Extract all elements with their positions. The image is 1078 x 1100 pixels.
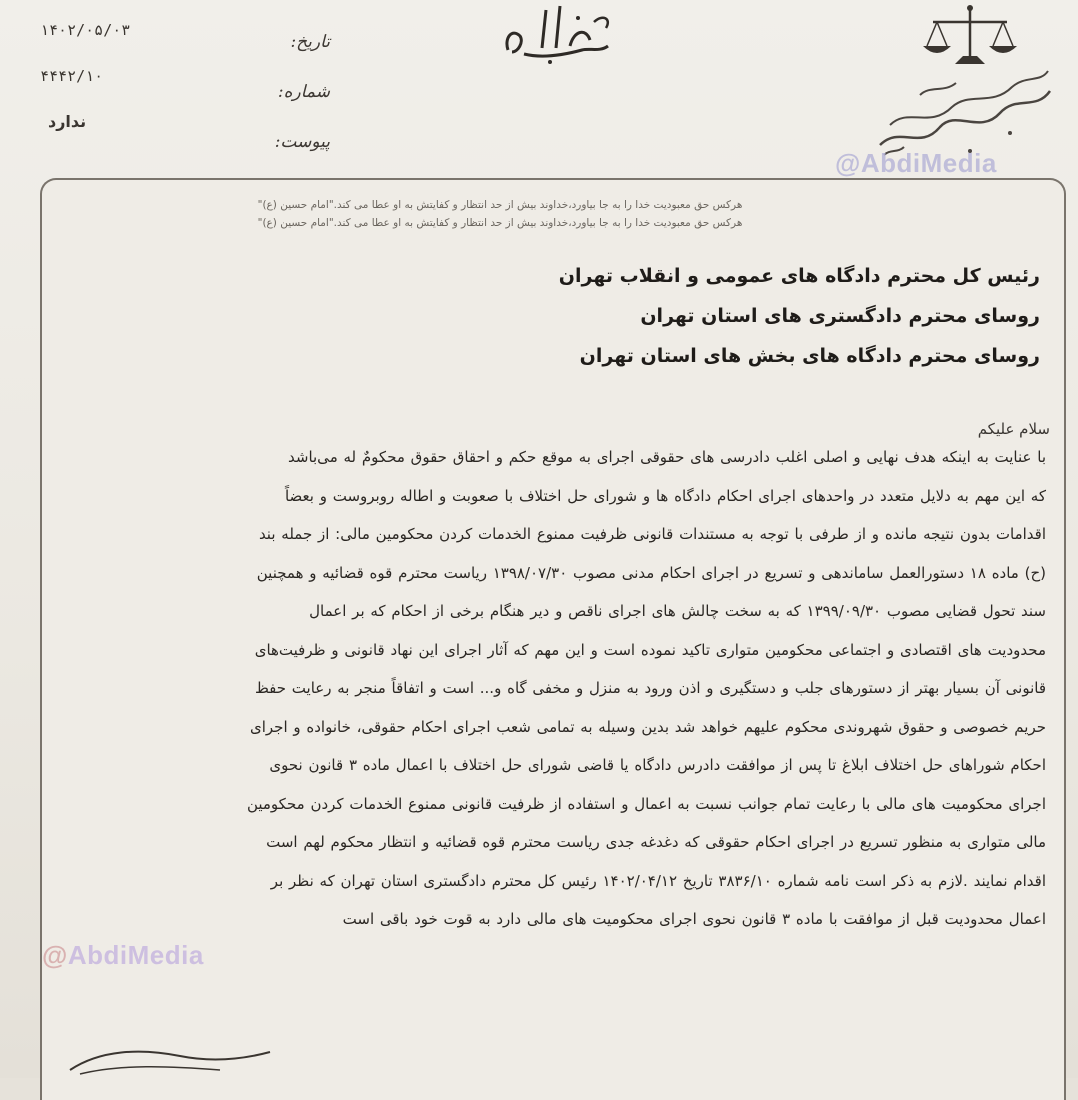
- watermark-media: Media: [127, 940, 204, 970]
- addressee-line: روسای محترم دادگاه های بخش های استان تهران: [579, 345, 1040, 367]
- body-line: با عنایت به اینکه هدف نهایی و اصلی اغلب دادرسی های حقوقی اجرای به موقع حکم و احقاق حقوق محکومٌ له می‌باشد: [288, 448, 1046, 466]
- body-line: اقدام نمایند .لازم به ذکر است نامه شماره ۳۸۳۶/۱۰ تاریخ ۱۴۰۲/۰۴/۱۲ رئیس کل محترم دادگستری استان تهران که نظر بر: [270, 871, 1046, 890]
- date-label: تاریخ:: [290, 32, 330, 52]
- signature-scribble: [60, 1040, 280, 1078]
- addressee-line: روسای محترم دادگستری های استان تهران: [640, 305, 1040, 327]
- header-labels: [240, 32, 330, 182]
- hadith-quote: [220, 196, 780, 232]
- salutation: سلام علیکم: [977, 420, 1050, 438]
- addressee-block: [360, 256, 1040, 376]
- watermark-at: @: [835, 148, 861, 178]
- body-line: حریم خصوصی و حقوق شهروندی محکوم علیهم خواهد شد بدین وسیله به تمامی شعب اجرای احکام حقوقی، خانواده و اجرای: [249, 717, 1046, 736]
- watermark-at: @: [42, 940, 68, 970]
- number-value: ۴۴۴۲/۱۰: [40, 67, 104, 85]
- body-line: (ح) ماده ۱۸ دستورالعمل ساماندهی و تسریع در اجرای احکام مدنی مصوب ۱۳۹۸/۰۷/۳۰ ریاست محترم قوه قضائیه و همچنین: [256, 563, 1046, 582]
- body-line: قانونی آن بسیار بهتر از دستورهای جلب و دستگیری و اذن ورود به منزل و مخفی گاه و... است و اتفاقاً منجر به رعایت حفظ: [254, 679, 1046, 697]
- hadith-line: هرکس حق معبودیت خدا را به جا بیاورد،خداوند بیش از حد انتظار و کفایتش به او عطا می کند."امام حسین (ع)": [257, 217, 743, 229]
- watermark-abdi: Abdi: [67, 940, 128, 970]
- letter-body: [76, 438, 1046, 939]
- watermark-media: Media: [920, 148, 997, 178]
- number-label: شماره:: [277, 82, 330, 102]
- header-values: [40, 18, 170, 156]
- watermark-abdi: Abdi: [860, 148, 921, 178]
- body-line: محدودیت های اقتصادی و اجتماعی محکومین متواری تاکید نموده است و این مهم که آثار اجرای این نهاد قانونی و ظرفیت‌های: [254, 640, 1046, 659]
- body-line: اعمال محدودیت قبل از موافقت با ماده ۳ قانون نحوی اجرای محکومیت های مالی دارد به قوت خود باقی است: [342, 910, 1046, 928]
- attachment-value: ندارد: [48, 112, 87, 131]
- hadith-line: هرکس حق معبودیت خدا را به جا بیاورد،خداوند بیش از حد انتظار و کفایتش به او عطا می کند."امام حسین (ع)": [257, 199, 743, 211]
- body-line: اجرای محکومیت های مالی با رعایت تمام جوانب نسبت به اعمال و استفاده از ظرفیت قانونی ممنوع الخدمات کردن محکومین: [246, 794, 1046, 813]
- body-line: که این مهم به دلایل متعدد در واحدهای اجرای احکام دادگاه ها و شورای حل اختلاف با صعوبت و اطاله روبروست و بعضاً: [284, 486, 1046, 505]
- addressee-line: رئیس کل محترم دادگاه های عمومی و انقلاب تهران: [558, 265, 1040, 287]
- body-line: اقدامات بدون نتیجه مانده و از طرفی با توجه به مستندات قانونی ظرفیت ممنوع الخدمات کردن محکومین مالی: از جمله بند: [258, 525, 1046, 543]
- attachment-label: پیوست:: [274, 132, 330, 152]
- watermark-top: [835, 148, 997, 179]
- body-line: سند تحول قضایی مصوب ۱۳۹۹/۰۹/۳۰ که به سخت چالش های اجرای ناقص و دیر هنگام برخی از احکام که بر اعمال: [309, 602, 1046, 620]
- body-line: احکام شوراهای حل اختلاف ابلاغ تا پس از موافقت دادرس دادگاه یا قاضی شورای حل اختلاف با اعمال ماده ۳ قانون نحوی: [269, 756, 1046, 774]
- body-line: مالی متواری به منظور تسریع در اجرای احکام حقوقی که دغدغه جدی ریاست محترم قوه قضائیه و انتظار محکوم لهم است: [266, 833, 1046, 851]
- bismillah-calligraphy: [490, 0, 620, 70]
- watermark-bottom: [42, 940, 204, 971]
- date-value: ۱۴۰۲/۰۵/۰۳: [40, 21, 131, 39]
